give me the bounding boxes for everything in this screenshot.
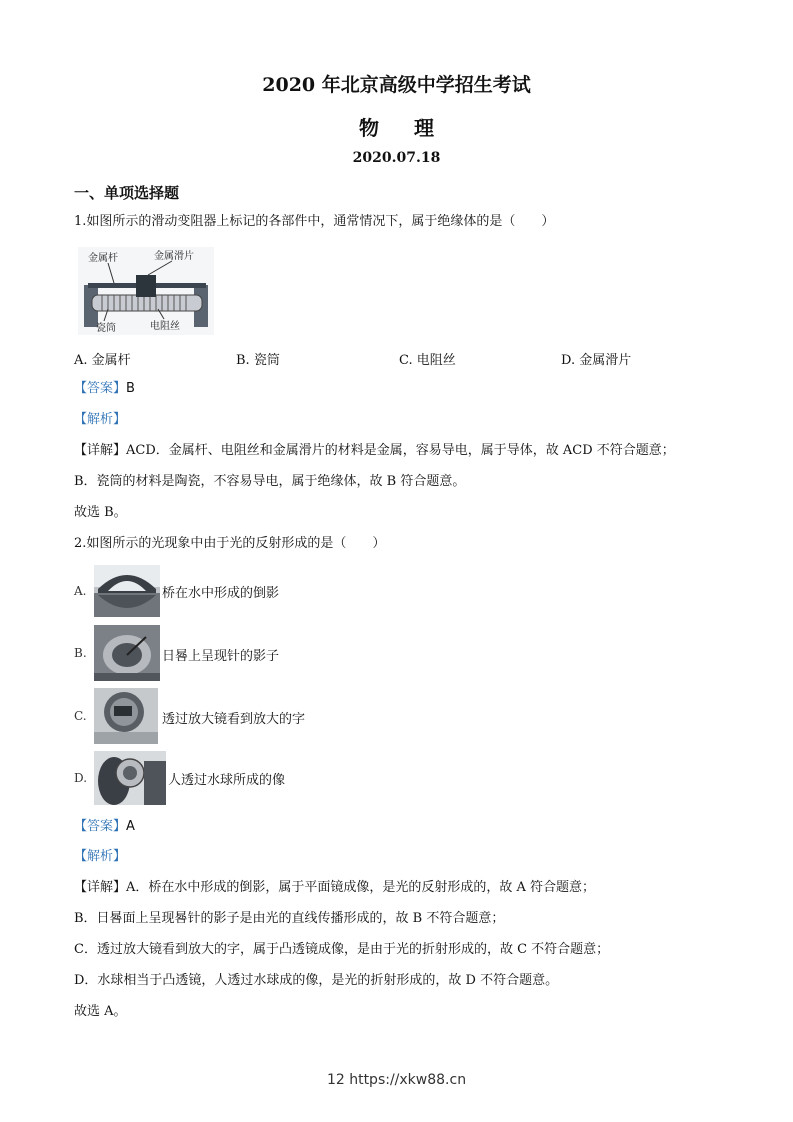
q1-option-c (399, 349, 456, 368)
fig-label-rod: 金属杆 (88, 253, 118, 264)
q2-option-b-letter: B. (74, 646, 87, 660)
q1-analysis-tag: 【解析】 (74, 412, 127, 427)
q1-detail-line: 故选 B。 (74, 505, 127, 520)
rheostat-figure (78, 247, 214, 335)
q1-detail-line: 【详解】ACD．金属杆、电阻丝和金属滑片的材料是金属，容易导电，属于导体，故 ACD 不符合题意； (74, 443, 675, 458)
option-letter: B. (236, 353, 250, 368)
q2-detail-line: D．水球相当于凸透镜，人透过水球成的像，是光的折射形成的，故 D 不符合题意。 (74, 973, 559, 988)
q2-analysis-tag: 【解析】 (74, 849, 127, 864)
q2-detail-line: 【详解】A．桥在水中形成的倒影，属于平面镜成像，是光的反射形成的，故 A 符合题意； (74, 880, 596, 895)
answer-value: B (126, 381, 135, 396)
q1-option-a (74, 349, 131, 368)
q2-detail-line: 故选 A。 (74, 1004, 127, 1019)
q2-option-d-letter: D. (74, 771, 88, 785)
q2-option-a-text: 桥在水中形成的倒影 (162, 586, 280, 601)
water-ball-photo (94, 751, 166, 805)
option-text: 金属滑片 (579, 353, 632, 368)
answer-tag: 【答案】 (74, 819, 127, 834)
q2-stem: 2.如图所示的光现象中由于光的反射形成的是（ ） (74, 536, 386, 551)
answer-tag: 【答案】 (74, 381, 127, 396)
option-text: 金属杆 (91, 353, 131, 368)
q1-stem: 1.如图所示的滑动变阻器上标记的各部件中，通常情况下，属于绝缘体的是（ ） (74, 214, 555, 229)
option-text: 电阻丝 (416, 353, 456, 368)
page-footer: 12 https://xkw88.cn (326, 1072, 467, 1088)
exam-title: 2020 年北京高级中学招生考试 (262, 74, 531, 96)
fig-label-slider: 金属滑片 (154, 251, 194, 262)
rheostat-drawing (78, 247, 214, 335)
q2-option-c-letter: C. (74, 709, 87, 723)
option-letter: A. (74, 353, 88, 368)
q2-option-a-letter: A. (74, 584, 87, 598)
q2-detail-line: B．日晷面上呈现晷针的影子是由光的直线传播形成的，故 B 不符合题意； (74, 911, 505, 926)
q2-detail-line: C．透过放大镜看到放大的字，属于凸透镜成像，是由于光的折射形成的，故 C 不符合题意； (74, 942, 610, 957)
exam-date: 2020.07.18 (352, 150, 441, 166)
option-text: 瓷筒 (253, 353, 280, 368)
bridge-reflection-photo (94, 565, 160, 617)
answer-value: A (126, 819, 135, 834)
q2-option-b-text: 日晷上呈现针的影子 (162, 649, 280, 664)
option-letter: C. (399, 353, 413, 368)
sundial-photo (94, 625, 160, 681)
q1-option-b (236, 349, 280, 368)
q1-answer (74, 380, 135, 398)
magnifier-photo (94, 688, 158, 744)
q1-detail-line: B．瓷筒的材料是陶瓷，不容易导电，属于绝缘体，故 B 符合题意。 (74, 474, 466, 489)
q2-answer (74, 818, 135, 836)
q2-option-d-text: 人透过水球所成的像 (168, 773, 286, 788)
q2-option-c-text: 透过放大镜看到放大的字 (162, 712, 306, 727)
fig-label-tube: 瓷筒 (96, 323, 116, 334)
fig-label-wire: 电阻丝 (150, 321, 180, 332)
subject-title: 物 理 (359, 116, 448, 140)
section-heading: 一、单项选择题 (74, 184, 180, 202)
option-letter: D. (561, 353, 576, 368)
q1-option-d (561, 349, 631, 368)
